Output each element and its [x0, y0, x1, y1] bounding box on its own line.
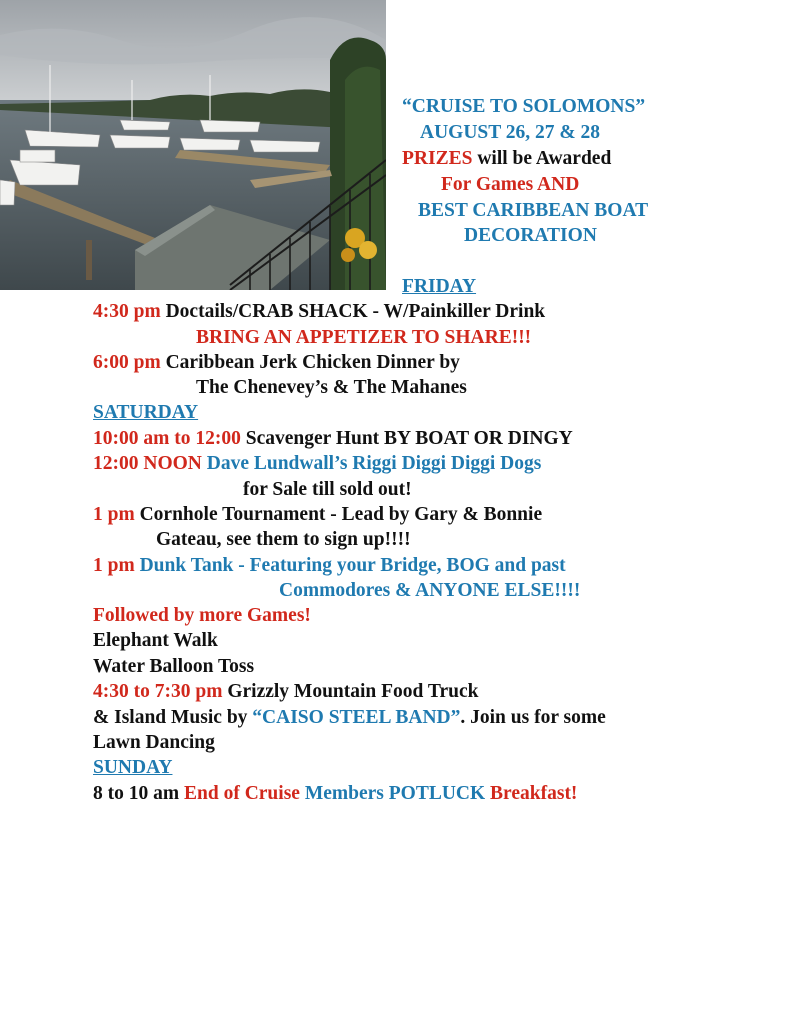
prizes-line — [402, 146, 611, 171]
saturday-e4-text: Dunk Tank - Featuring your Bridge, BOG and past — [134, 555, 566, 576]
marina-photo — [0, 0, 386, 290]
sunday-event-1 — [93, 781, 577, 806]
saturday-e5-line2 — [93, 705, 606, 730]
sunday-e1-time: 8 to 10 am — [93, 783, 180, 804]
saturday-e2-text: Dave Lundwall’s Riggi Diggi Diggi Dogs — [201, 453, 542, 474]
event-title: “CRUISE TO SOLOMONS” — [402, 96, 646, 117]
saturday-event-5 — [93, 679, 479, 704]
prizes-rest: will be Awarded — [472, 148, 612, 169]
sunday-e1-part1: End of Cruise — [179, 783, 300, 804]
saturday-e4-text2: Commodores & ANYONE ELSE!!!! — [279, 580, 581, 601]
saturday-e5-text2a: & Island Music by — [93, 707, 253, 728]
friday-e1-text: Doctails/CRAB SHACK - W/Painkiller Drink — [160, 301, 546, 322]
friday-heading: FRIDAY — [402, 276, 477, 297]
saturday-e3-time: 1 pm — [93, 504, 135, 525]
friday-e1-time: 4:30 pm — [93, 301, 161, 322]
saturday-e4-time: 1 pm — [93, 555, 135, 576]
saturday-e1-time: 10:00 am to 12:00 — [93, 428, 241, 449]
saturday-e5-text2b: . Join us for some — [460, 707, 606, 728]
event-dates: AUGUST 26, 27 & 28 — [420, 122, 601, 143]
sunday-heading: SUNDAY — [93, 757, 173, 778]
saturday-e1-text: Scavenger Hunt BY BOAT OR DINGY — [240, 428, 573, 449]
friday-e2-time: 6:00 pm — [93, 352, 161, 373]
saturday-event-3 — [93, 502, 542, 527]
saturday-e5-text3: Lawn Dancing — [93, 732, 215, 753]
saturday-event-1 — [93, 426, 573, 451]
saturday-e5-time: 4:30 to 7:30 pm — [93, 681, 223, 702]
decoration-line: DECORATION — [464, 225, 597, 246]
steel-band-name: “CAISO STEEL BAND” — [252, 707, 461, 728]
prizes-word: PRIZES — [402, 148, 473, 169]
friday-event-2 — [93, 350, 460, 375]
saturday-e2-time: 12:00 NOON — [93, 453, 202, 474]
saturday-e3-text2: Gateau, see them to sign up!!!! — [156, 529, 411, 550]
saturday-heading: SATURDAY — [93, 402, 199, 423]
saturday-event-2 — [93, 451, 541, 476]
sunday-e1-part3: Breakfast! — [485, 783, 578, 804]
game-elephant-walk: Elephant Walk — [93, 630, 218, 651]
games-heading: Followed by more Games! — [93, 605, 311, 626]
friday-e1-note: BRING AN APPETIZER TO SHARE!!! — [196, 327, 532, 348]
games-line: For Games AND — [441, 174, 580, 195]
saturday-e2-text2: for Sale till sold out! — [243, 479, 412, 500]
sunday-e1-part2: Members POTLUCK — [299, 783, 486, 804]
game-water-balloon: Water Balloon Toss — [93, 656, 255, 677]
saturday-e3-text: Cornhole Tournament - Lead by Gary & Bonnie — [134, 504, 543, 525]
friday-event-1 — [93, 299, 545, 324]
saturday-e5-text: Grizzly Mountain Food Truck — [222, 681, 479, 702]
friday-e2-text2: The Chenevey’s & The Mahanes — [196, 377, 467, 398]
boat-line: BEST CARIBBEAN BOAT — [418, 200, 649, 221]
friday-e2-text: Caribbean Jerk Chicken Dinner by — [160, 352, 460, 373]
saturday-event-4 — [93, 553, 566, 578]
